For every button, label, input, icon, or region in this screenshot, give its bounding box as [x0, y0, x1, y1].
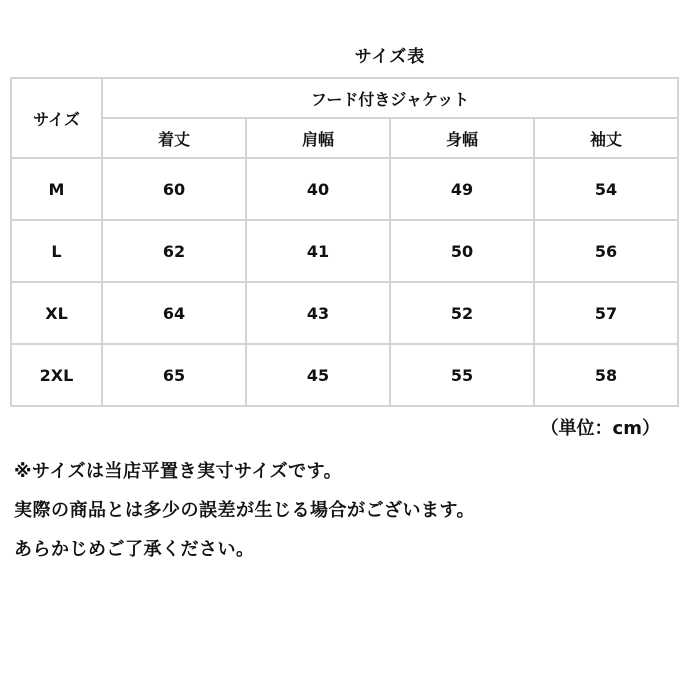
table-cell: 49	[390, 158, 534, 220]
table-cell: 52	[390, 282, 534, 344]
table-row	[11, 220, 678, 282]
table-header-row	[11, 78, 678, 118]
unit-note: （単位：cm）	[540, 418, 660, 439]
product-group-header: フード付きジャケット	[102, 78, 678, 118]
table-cell: 55	[390, 344, 534, 406]
table-cell: 56	[534, 220, 678, 282]
size-column-header: サイズ	[11, 78, 102, 158]
table-cell: 54	[534, 158, 678, 220]
table-cell: 62	[102, 220, 246, 282]
table-subheader-row	[11, 118, 678, 158]
size-label: XL	[11, 282, 102, 344]
note-line: ※サイズは当店平置き実寸サイズです。	[14, 461, 343, 482]
column-header-length: 着丈	[102, 118, 246, 158]
notes	[14, 452, 475, 569]
table-cell: 57	[534, 282, 678, 344]
column-header-sleeve: 袖丈	[534, 118, 678, 158]
table-cell: 64	[102, 282, 246, 344]
table-cell: 65	[102, 344, 246, 406]
table-cell: 40	[246, 158, 390, 220]
size-label: L	[11, 220, 102, 282]
table-row	[11, 282, 678, 344]
table-cell: 58	[534, 344, 678, 406]
size-label: M	[11, 158, 102, 220]
table-cell: 41	[246, 220, 390, 282]
table-row	[11, 158, 678, 220]
size-table	[10, 77, 679, 407]
table-cell: 50	[390, 220, 534, 282]
column-header-shoulder: 肩幅	[246, 118, 390, 158]
size-label: 2XL	[11, 344, 102, 406]
note-line: 実際の商品とは多少の誤差が生じる場合がございます。	[14, 500, 476, 521]
page-title: サイズ表	[354, 47, 426, 67]
table-cell: 43	[246, 282, 390, 344]
column-header-chest: 身幅	[390, 118, 534, 158]
note-line: あらかじめご了承ください。	[14, 539, 255, 560]
table-cell: 60	[102, 158, 246, 220]
table-row	[11, 344, 678, 406]
table-cell: 45	[246, 344, 390, 406]
